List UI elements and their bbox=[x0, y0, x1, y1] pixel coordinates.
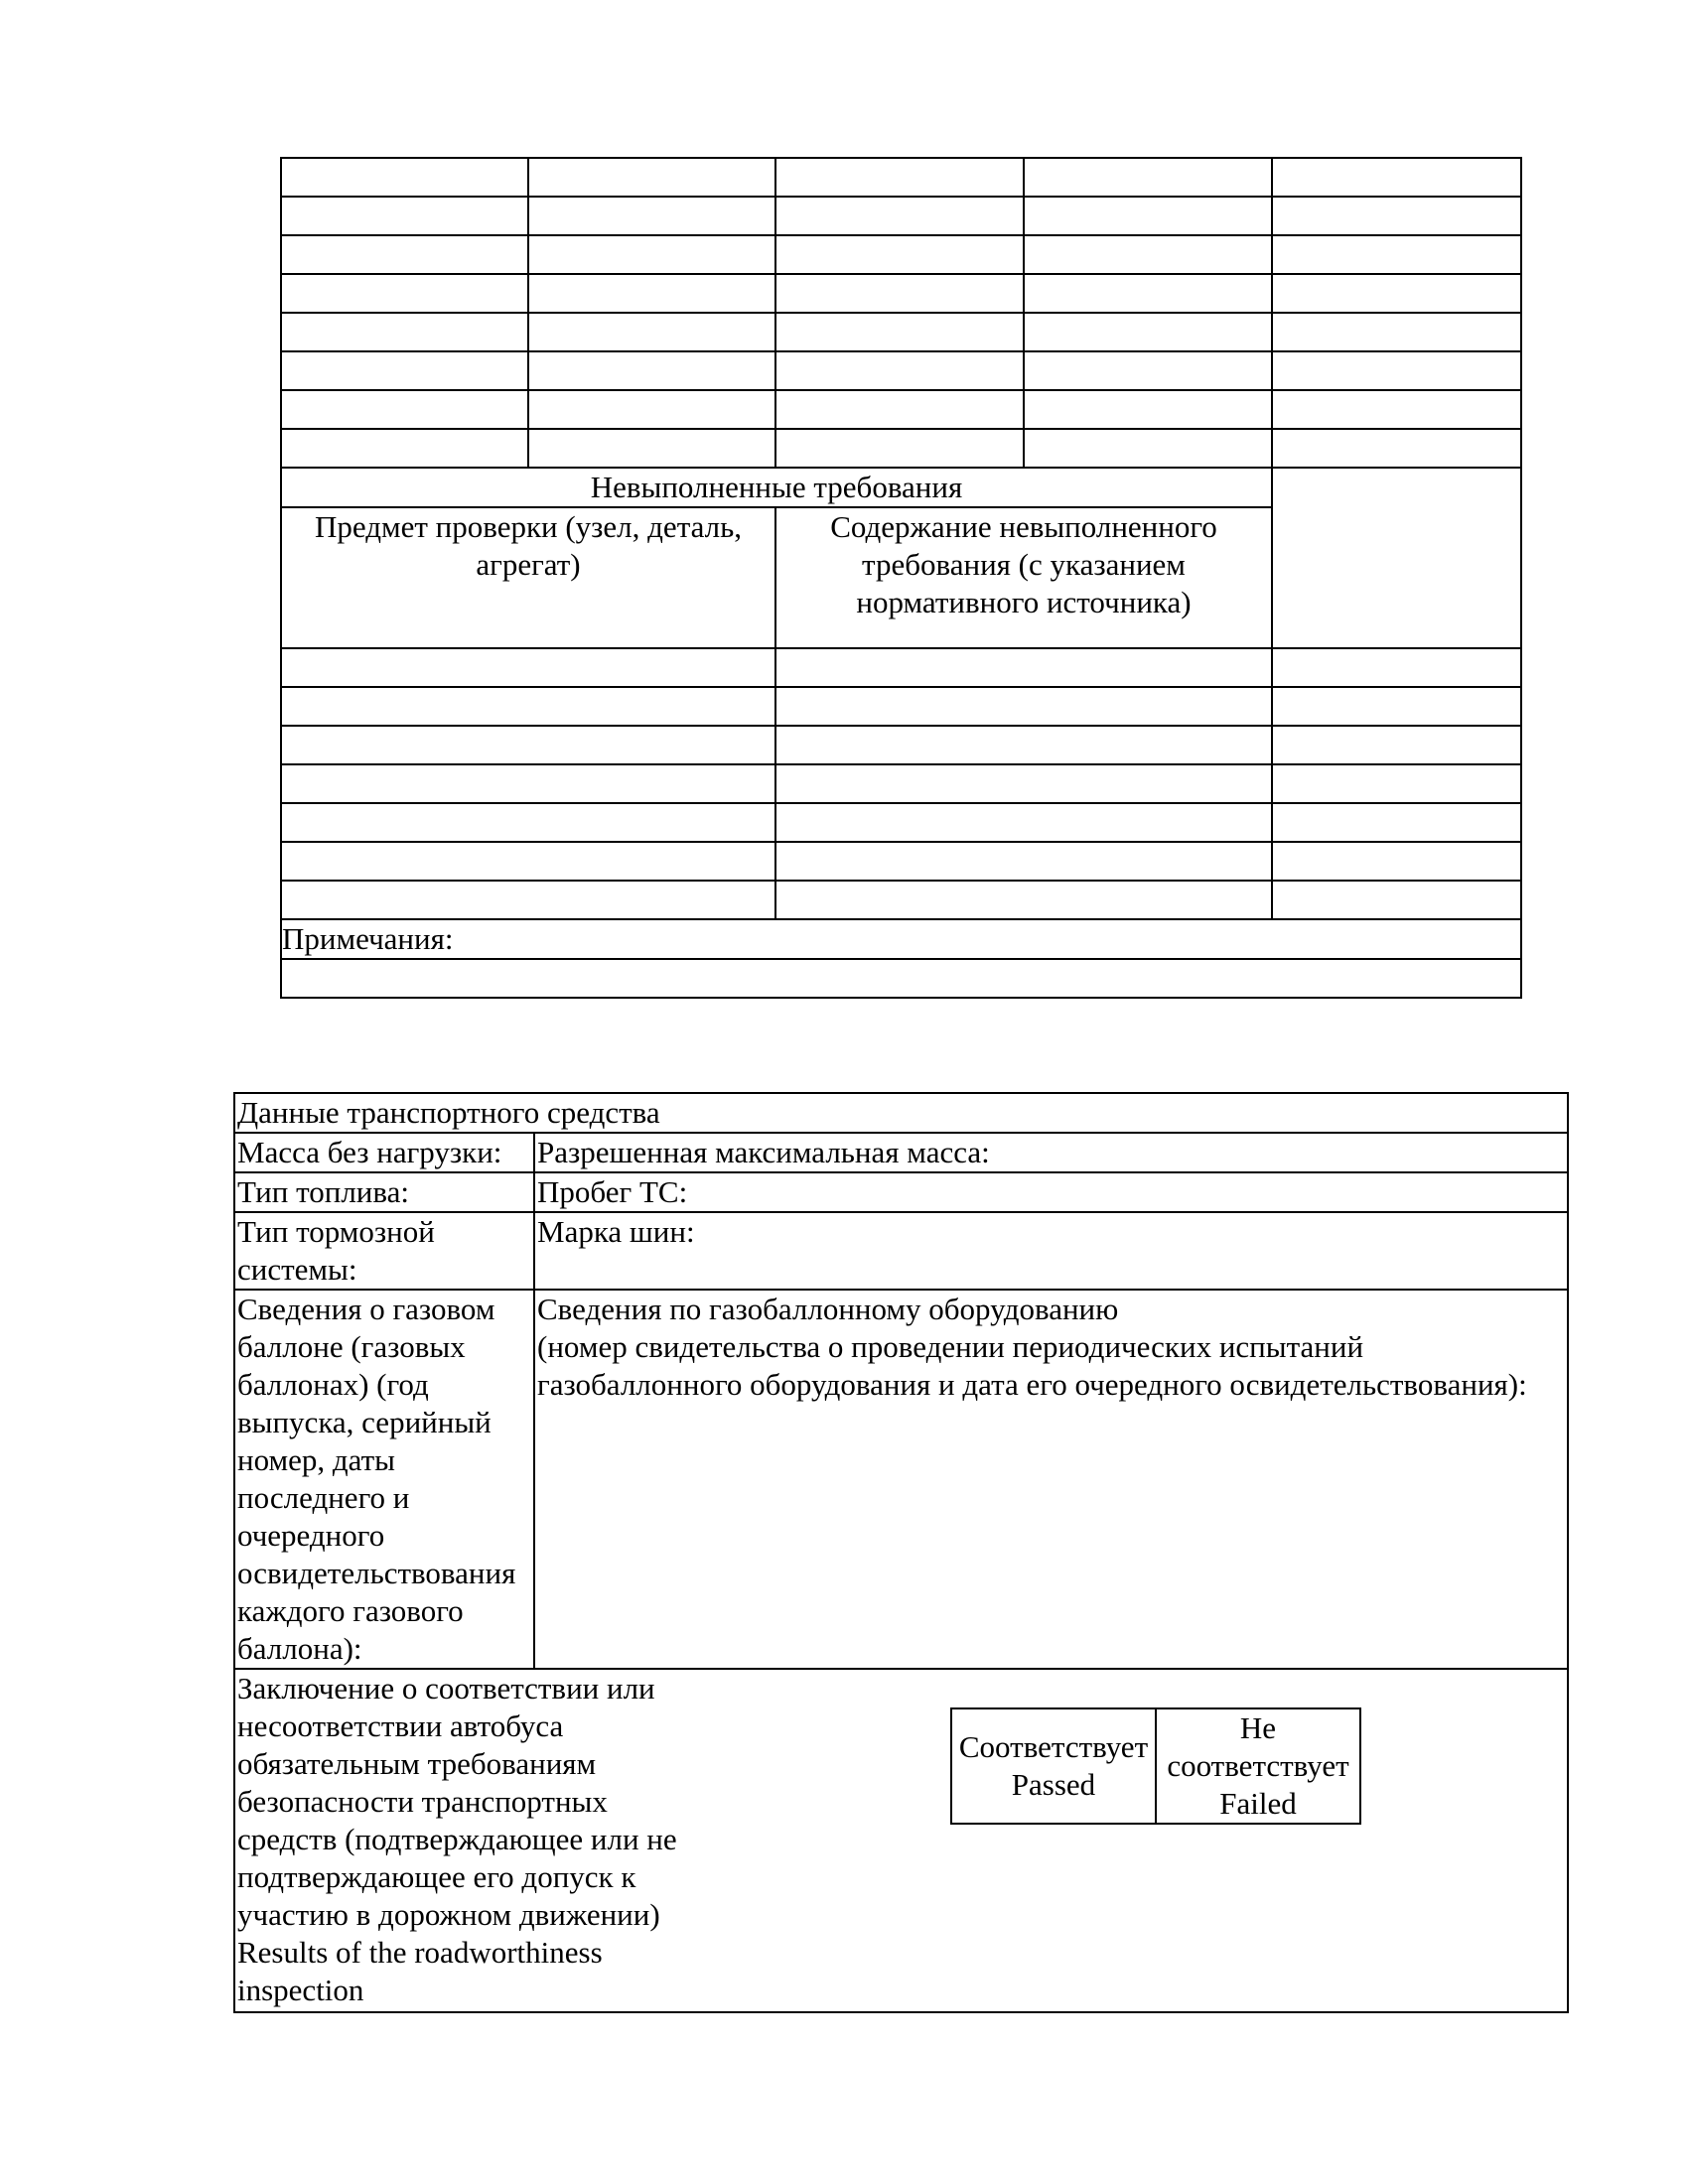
table-cell[interactable] bbox=[775, 274, 1024, 313]
notes-label: Примечания: bbox=[281, 919, 1521, 959]
table-cell[interactable] bbox=[1024, 158, 1272, 197]
table-cell[interactable] bbox=[1024, 429, 1272, 468]
table-cell[interactable] bbox=[1272, 687, 1521, 726]
table-cell[interactable] bbox=[1272, 842, 1521, 881]
vehicle-data-title: Данные транспортного средства bbox=[234, 1093, 1568, 1133]
verdict-table bbox=[950, 1707, 1361, 1825]
table-cell[interactable] bbox=[528, 351, 775, 390]
table-row bbox=[234, 1669, 1568, 2012]
table-cell[interactable] bbox=[775, 351, 1024, 390]
fuel-type-field[interactable]: Тип топлива: bbox=[234, 1172, 534, 1212]
table-row bbox=[281, 197, 1521, 235]
table-cell[interactable] bbox=[281, 842, 775, 881]
table-cell[interactable] bbox=[1272, 274, 1521, 313]
table-cell[interactable] bbox=[528, 429, 775, 468]
inspection-results-table bbox=[280, 157, 1522, 999]
table-row bbox=[281, 429, 1521, 468]
table-row bbox=[281, 726, 1521, 764]
table-cell[interactable] bbox=[528, 197, 775, 235]
table-cell[interactable] bbox=[775, 235, 1024, 274]
table-cell[interactable] bbox=[775, 390, 1024, 429]
table-cell[interactable] bbox=[528, 235, 775, 274]
table-cell[interactable] bbox=[281, 158, 528, 197]
table-cell[interactable] bbox=[775, 648, 1272, 687]
table-cell[interactable] bbox=[281, 313, 528, 351]
table-cell[interactable] bbox=[775, 726, 1272, 764]
brake-type-field[interactable]: Тип тормозной системы: bbox=[234, 1212, 534, 1290]
table-cell[interactable] bbox=[1272, 313, 1521, 351]
failed-option[interactable] bbox=[1156, 1708, 1360, 1824]
gas-equipment-info-field[interactable] bbox=[534, 1290, 1568, 1669]
column-header-content: Содержание невыполненного требования (с указанием нормативного источника) bbox=[775, 507, 1272, 648]
table-cell[interactable] bbox=[281, 197, 528, 235]
table-row bbox=[281, 648, 1521, 687]
table-cell[interactable] bbox=[1272, 726, 1521, 764]
table-cell[interactable] bbox=[1024, 274, 1272, 313]
table-cell[interactable] bbox=[281, 764, 775, 803]
vehicle-data-table bbox=[233, 1092, 1569, 2013]
unmet-requirements-title: Невыполненные требования bbox=[281, 468, 1272, 507]
table-cell[interactable] bbox=[281, 429, 528, 468]
table-cell[interactable] bbox=[775, 429, 1024, 468]
table-cell[interactable] bbox=[528, 158, 775, 197]
table-cell[interactable] bbox=[775, 687, 1272, 726]
notes-input-row bbox=[281, 959, 1521, 998]
table-cell[interactable] bbox=[1024, 197, 1272, 235]
gas-cylinder-info-field[interactable]: Сведения о газовом баллоне (газовых баллонах) (год выпуска, серийный номер, даты последнего и очередного освидетельствования каждого газового баллона): bbox=[234, 1290, 534, 1669]
notes-field[interactable] bbox=[281, 959, 1521, 998]
table-cell[interactable] bbox=[1024, 313, 1272, 351]
table-row bbox=[281, 390, 1521, 429]
table-cell[interactable] bbox=[1024, 390, 1272, 429]
table-row bbox=[234, 1133, 1568, 1172]
table-cell[interactable] bbox=[1272, 468, 1521, 648]
table-cell[interactable] bbox=[281, 687, 775, 726]
table-cell[interactable] bbox=[775, 158, 1024, 197]
table-row bbox=[234, 1172, 1568, 1212]
gas-equipment-info-title: Сведения по газобаллонному оборудованию bbox=[537, 1292, 1119, 1326]
table-cell[interactable] bbox=[281, 235, 528, 274]
table-cell[interactable] bbox=[1272, 351, 1521, 390]
failed-label-ru: Не соответствует bbox=[1167, 1710, 1349, 1783]
table-cell[interactable] bbox=[281, 803, 775, 842]
table-cell[interactable] bbox=[1272, 648, 1521, 687]
max-mass-field[interactable]: Разрешенная максимальная масса: bbox=[534, 1133, 1568, 1172]
mileage-field[interactable]: Пробег ТС: bbox=[534, 1172, 1568, 1212]
table-cell[interactable] bbox=[775, 764, 1272, 803]
conclusion-label-ru: Заключение о соответствии или несоответствии автобуса обязательным требованиям безопасности транспортных средств (подтверждающее или не подтверждающее его допуск к участию в дорожном движении) bbox=[237, 1671, 677, 1932]
table-cell[interactable] bbox=[775, 842, 1272, 881]
table-cell[interactable] bbox=[1272, 235, 1521, 274]
table-row bbox=[281, 158, 1521, 197]
table-row bbox=[234, 1093, 1568, 1133]
table-row bbox=[281, 842, 1521, 881]
table-row bbox=[234, 1290, 1568, 1669]
table-row bbox=[281, 687, 1521, 726]
passed-label-ru: Соответствует bbox=[958, 1729, 1149, 1764]
table-row bbox=[281, 764, 1521, 803]
table-row bbox=[281, 313, 1521, 351]
notes-row bbox=[281, 919, 1521, 959]
table-cell[interactable] bbox=[281, 274, 528, 313]
table-cell[interactable] bbox=[281, 351, 528, 390]
unladen-mass-field[interactable]: Масса без нагрузки: bbox=[234, 1133, 534, 1172]
table-cell[interactable] bbox=[1272, 764, 1521, 803]
table-cell[interactable] bbox=[281, 390, 528, 429]
table-cell[interactable] bbox=[281, 648, 775, 687]
table-row bbox=[281, 881, 1521, 919]
conclusion-label-en: Results of the roadworthiness inspection bbox=[237, 1935, 603, 2007]
table-cell[interactable] bbox=[281, 881, 775, 919]
passed-option[interactable] bbox=[951, 1708, 1156, 1824]
table-cell[interactable] bbox=[1272, 429, 1521, 468]
table-cell[interactable] bbox=[775, 803, 1272, 842]
table-cell[interactable] bbox=[1272, 158, 1521, 197]
table-row bbox=[281, 803, 1521, 842]
table-cell[interactable] bbox=[1272, 881, 1521, 919]
unmet-requirements-header-row bbox=[281, 468, 1521, 507]
table-row bbox=[281, 274, 1521, 313]
failed-label-en: Failed bbox=[1219, 1786, 1297, 1821]
table-row bbox=[281, 351, 1521, 390]
table-cell[interactable] bbox=[528, 274, 775, 313]
table-cell[interactable] bbox=[528, 313, 775, 351]
table-cell[interactable] bbox=[775, 197, 1024, 235]
column-header-subject: Предмет проверки (узел, деталь, агрегат) bbox=[281, 507, 775, 648]
table-row bbox=[234, 1212, 1568, 1290]
table-cell[interactable] bbox=[1272, 197, 1521, 235]
table-cell[interactable] bbox=[281, 726, 775, 764]
table-cell[interactable] bbox=[1024, 235, 1272, 274]
gas-equipment-info-detail: (номер свидетельства о проведении периодических испытаний газобаллонного оборудования и дата его очередного освидетельствования): bbox=[537, 1329, 1527, 1402]
tyre-brand-field[interactable]: Марка шин: bbox=[534, 1212, 1568, 1290]
conclusion-cell bbox=[234, 1669, 1568, 2012]
table-cell[interactable] bbox=[775, 313, 1024, 351]
table-cell[interactable] bbox=[1024, 351, 1272, 390]
passed-label-en: Passed bbox=[1011, 1767, 1096, 1802]
table-row bbox=[281, 235, 1521, 274]
table-cell[interactable] bbox=[1272, 803, 1521, 842]
table-cell[interactable] bbox=[528, 390, 775, 429]
table-cell[interactable] bbox=[1272, 390, 1521, 429]
table-cell[interactable] bbox=[775, 881, 1272, 919]
